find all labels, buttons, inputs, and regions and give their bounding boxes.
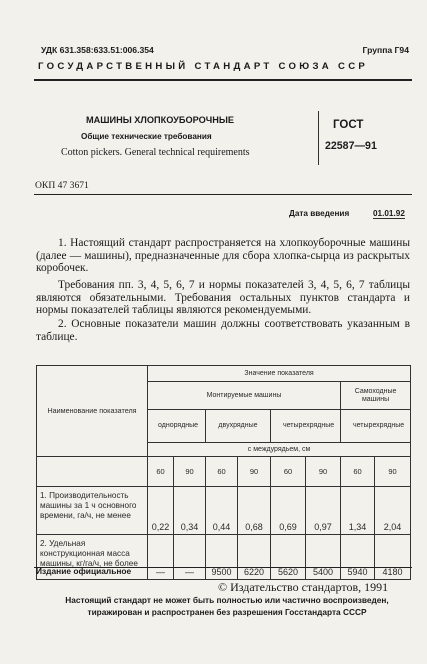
- gost-label: ГОСТ: [333, 119, 364, 131]
- value-cell: 5620: [271, 535, 306, 580]
- four-row-mounted-header: четырехрядные: [271, 410, 341, 443]
- value-cell: 2,04: [375, 487, 411, 535]
- indicator-name-header: Наименование показателя: [37, 366, 148, 457]
- spacing-cell: 90: [238, 457, 271, 487]
- double-row-header: двухрядные: [206, 410, 271, 443]
- okp-code: ОКП 47 3671: [35, 180, 89, 191]
- english-title: Cotton pickers. General technical requirements: [61, 147, 250, 158]
- value-cell: 5400: [306, 535, 341, 580]
- document-subtitle: Общие технические требования: [81, 132, 212, 141]
- value-cell: 0,44: [206, 487, 238, 535]
- single-row-header: однорядные: [148, 410, 206, 443]
- indicators-table: [36, 365, 411, 580]
- spacing-cell: 60: [206, 457, 238, 487]
- table-row: [37, 487, 411, 535]
- spacing-cell: 60: [271, 457, 306, 487]
- official-edition: Издание официальное: [36, 566, 132, 576]
- spacing-cell: 60: [148, 457, 174, 487]
- indicator-name: 1. Производительность машины за 1 ч основного времени, га/ч, не менее: [37, 487, 148, 535]
- spacing-cell: 90: [174, 457, 206, 487]
- organization-title: ГОСУДАРСТВЕННЫЙ СТАНДАРТ СОЮЗА ССР: [38, 61, 369, 72]
- self-propelled-header: Самоходные машины: [341, 382, 411, 410]
- value-cell: 0,22: [148, 487, 174, 535]
- value-header: Значение показателя: [148, 366, 411, 382]
- value-cell: —: [174, 535, 206, 580]
- value-cell: 0,97: [306, 487, 341, 535]
- udk-code: УДК 631.358:633.51:006.354: [41, 45, 154, 55]
- value-cell: 4180: [375, 535, 411, 580]
- header-rule: [34, 79, 412, 81]
- four-row-self-header: четырехрядные: [341, 410, 411, 443]
- value-cell: 5940: [341, 535, 375, 580]
- value-cell: 1,34: [341, 487, 375, 535]
- group-code: Группа Г94: [362, 45, 409, 55]
- value-cell: 9500: [206, 535, 238, 580]
- paragraph-2: 2. Основные показатели машин должны соответствовать указанным в таблице.: [36, 318, 410, 343]
- document-title: МАШИНЫ ХЛОПКОУБОРОЧНЫЕ: [86, 115, 234, 125]
- gost-number: 22587—91: [325, 140, 377, 152]
- blank-cell: [37, 457, 148, 487]
- value-cell: 0,69: [271, 487, 306, 535]
- value-cell: 0,68: [238, 487, 271, 535]
- paragraph-1-requirements: Требования пп. 3, 4, 5, 6, 7 и нормы показателей 3, 4, 5, 6, 7 таблицы являются обязательными. Требования остальных пунктов стандарта и нормы показателей таблицы являются рекомендуемыми.: [36, 279, 410, 317]
- spacing-cell: 60: [341, 457, 375, 487]
- effective-date-value: 01.01.92: [373, 209, 405, 218]
- value-cell: —: [148, 535, 174, 580]
- row-spacing-header: с междурядьем, см: [148, 443, 411, 457]
- effective-date-label: Дата введения: [289, 209, 350, 218]
- value-cell: 6220: [238, 535, 271, 580]
- title-divider: [318, 111, 319, 165]
- value-cell: 0,34: [174, 487, 206, 535]
- mounted-machines-header: Монтируемые машины: [148, 382, 341, 410]
- okp-rule: [34, 194, 412, 195]
- spacing-cell: 90: [375, 457, 411, 487]
- publisher-copyright: © Издательство стандартов, 1991: [218, 580, 389, 594]
- reproduction-notice: Настоящий стандарт не может быть полностью или частично воспроизведен, тиражирован и распространен без разрешения Госстандарта СССР: [65, 595, 389, 617]
- paragraph-1: 1. Настоящий стандарт распространяется на хлопкоуборочные машины (далее — машины), предназначенные для сбора хлопка-сырца из раскрытых коробочек.: [36, 237, 410, 275]
- spacing-cell: 90: [306, 457, 341, 487]
- indicator-name: 2. Удельная конструкционная масса машины, кг/га/ч, не более: [37, 535, 148, 580]
